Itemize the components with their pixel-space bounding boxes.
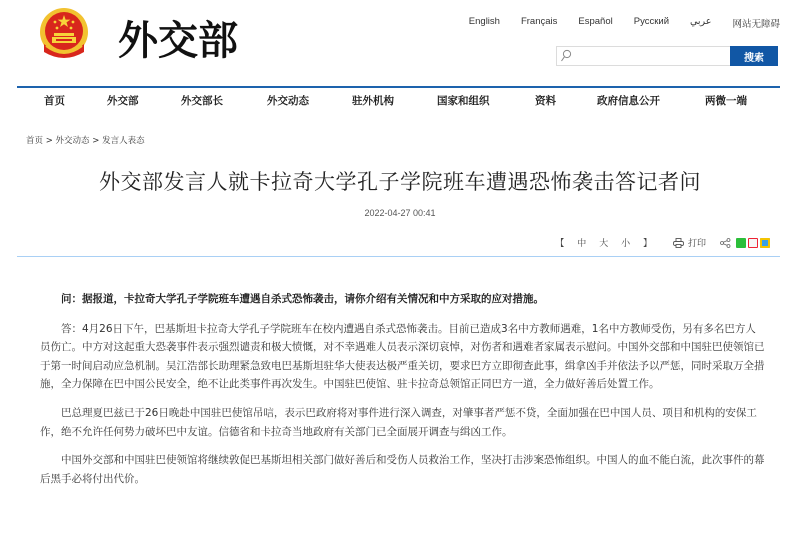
qzone-icon[interactable] [760, 238, 770, 248]
nav-item-social-media[interactable]: 两微一端 [705, 95, 747, 107]
article-body [40, 290, 766, 498]
printer-icon [673, 238, 684, 248]
site-name-calligraphy[interactable] [118, 10, 268, 76]
print-button[interactable] [673, 236, 706, 249]
nav-item-resources[interactable]: 资料 [535, 95, 556, 107]
article-paragraph: 答：4月26日下午，巴基斯坦卡拉奇大学孔子学院班车在校内遭遇自杀式恐怖袭击。目前已造成3名中方教师遇难，1名中方教师受伤，另有多名巴方人员伤亡。中方对这起重大恐袭事件表示强烈谴责和极大愤慨，对不幸遇难人员表示深切哀悼，对伤者和遇难者家属表示慰问。中国外交部和中国驻巴使领馆已于第一时间启动应急机制。吴江浩部长助理紧急致电巴基斯坦驻华大使表达极严重关切，要求巴方立即彻查此事，缉拿凶手并依法予以严惩，同时采取万全措施，全力保障在巴中国公民安全，绝不让此类事件再次发生。中国驻巴使馆、驻卡拉奇总领馆正同巴方一道，全力做好善后处置工作。 [40, 322, 765, 391]
article-toolbar [555, 236, 770, 249]
wechat-icon[interactable] [736, 238, 746, 248]
font-size-large[interactable]: 大 [599, 239, 614, 249]
article-paragraph: 中国外交部和中国驻巴使领馆将继续敦促巴基斯坦相关部门做好善后和受伤人员救治工作，坚决打击涉案恐怖组织。中国人的血不能白流，此次事件的幕后黑手必将付出代价。 [40, 454, 765, 485]
nav-item-minister[interactable]: 外交部长 [181, 95, 223, 107]
national-emblem-icon[interactable] [38, 6, 90, 62]
language-bar [448, 16, 780, 30]
breadcrumb-home[interactable]: 首页 [26, 136, 44, 146]
lang-spanish[interactable]: Español [578, 16, 613, 27]
breadcrumb-diplomatic-news[interactable]: 外交动态 [55, 136, 90, 146]
search-input[interactable] [556, 46, 730, 66]
search-button[interactable]: 搜索 [730, 46, 778, 66]
article-question: 问：据报道，卡拉奇大学孔子学院班车遭遇自杀式恐怖袭击，请你介绍有关情况和中方采取的应对措施。 [61, 293, 544, 305]
svg-text:外交部: 外交部 [118, 17, 238, 64]
site-header [0, 0, 800, 86]
share-icon [720, 238, 731, 248]
font-size-small[interactable]: 小 [621, 239, 636, 249]
header-divider [17, 86, 780, 88]
font-bracket-open: 【 [555, 239, 570, 249]
weibo-icon[interactable] [748, 238, 758, 248]
search-icon [560, 49, 572, 63]
article-paragraph: 巴总理夏巴兹已于26日晚赴中国驻巴使馆吊唁，表示巴政府将对事件进行深入调查，对肇事者严惩不贷，全面加强在巴中国人员、项目和机构的安保工作，绝不允许任何势力破坏巴中友谊。信德省和卡拉奇当地政府有关部门已全面展开调查与缉凶工作。 [40, 406, 757, 438]
nav-item-home[interactable]: 首页 [44, 95, 65, 107]
page-title: 外交部发言人就卡拉奇大学孔子学院班车遭遇恐怖袭击答记者问 [99, 170, 701, 194]
breadcrumb [26, 134, 145, 146]
font-size-selector [555, 236, 657, 249]
nav-item-countries-organizations[interactable]: 国家和组织 [437, 95, 490, 107]
lang-french[interactable]: Français [520, 16, 558, 27]
lang-english[interactable]: English [468, 16, 500, 27]
share-bar [720, 238, 770, 248]
breadcrumb-separator: > [92, 136, 103, 146]
nav-item-diplomatic-news[interactable]: 外交动态 [267, 95, 309, 107]
main-nav [17, 93, 780, 113]
nav-item-government-info[interactable]: 政府信息公开 [597, 95, 660, 107]
font-size-medium[interactable]: 中 [577, 239, 592, 249]
search-bar [556, 46, 778, 66]
breadcrumb-spokesperson[interactable]: 发言人表态 [102, 136, 145, 146]
lang-russian[interactable]: Русский [633, 16, 669, 27]
article-divider [17, 256, 780, 257]
nav-item-ministry[interactable]: 外交部 [107, 95, 139, 107]
font-bracket-close: 】 [642, 239, 657, 249]
nav-item-missions-abroad[interactable]: 驻外机构 [352, 95, 394, 107]
accessibility-link[interactable]: 网站无障碍 [732, 19, 780, 30]
publish-date: 2022-04-27 00:41 [364, 208, 436, 218]
breadcrumb-separator: > [45, 136, 56, 146]
lang-arabic[interactable]: عربي [690, 16, 712, 27]
print-label: 打印 [687, 239, 706, 249]
